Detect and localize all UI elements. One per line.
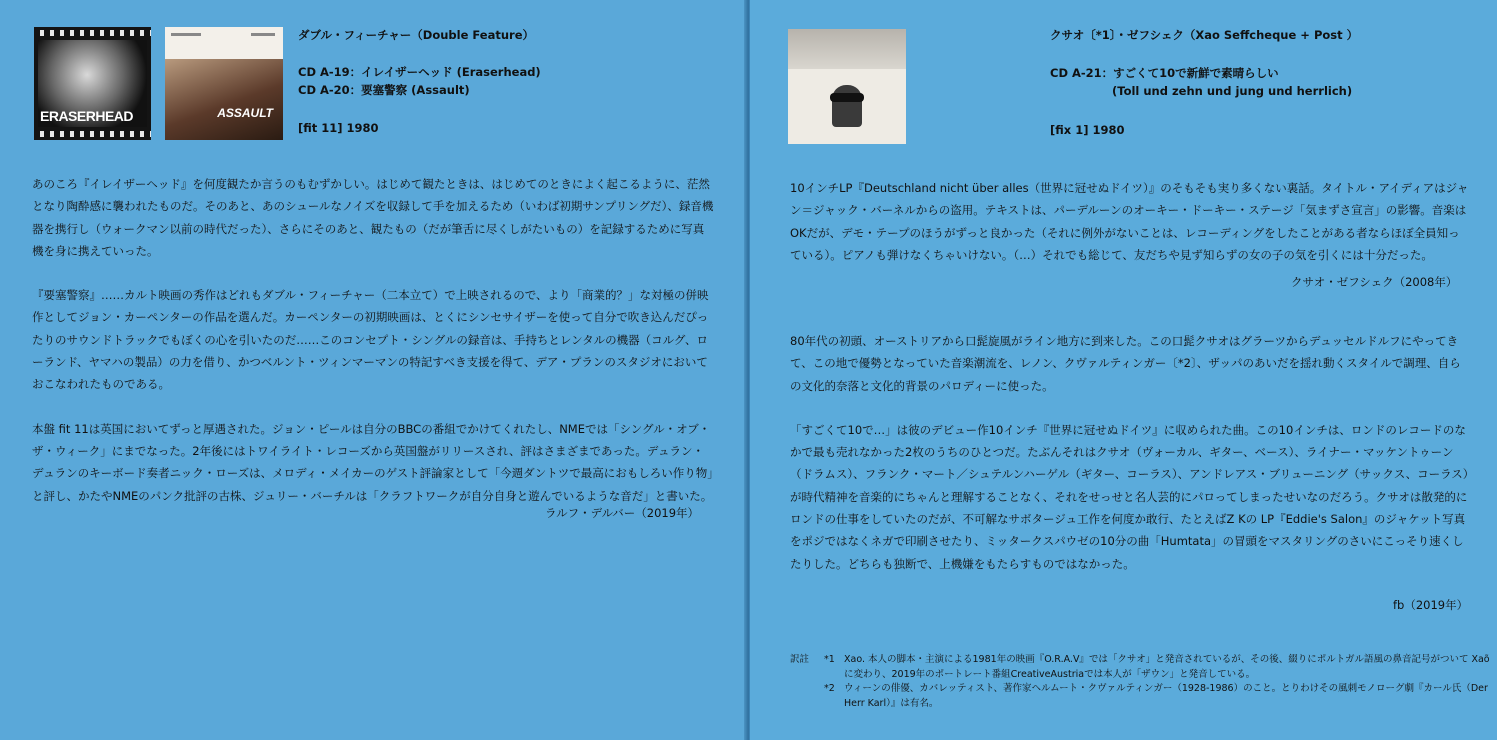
- liner-text-2: [790, 330, 1470, 575]
- track-a20: CD A-20：要塞警察 (Assault): [298, 83, 470, 97]
- paragraph: あのころ『イレイザーヘッド』を何度観たか言うのもむずかしい。はじめて観たときは、はじめてのときによく起こるように、茫然となり陶酔感に襲われたものだ。そのあと、あのシュールなノイズを収録して手を加えるため（いわば初期サンプリングだ）、録音機器を携行し（ウォークマン以前の時代だった）、さらにそのあと、観たもの（だが筆舌に尽くしがたいもの）を記録するために写真機を身に携えていった。: [32, 177, 714, 258]
- film-perforation: [34, 131, 151, 137]
- sleeve-small-print: [171, 33, 201, 36]
- track-a21-german: (Toll und zehn und jung und herrlich): [1112, 84, 1353, 98]
- right-page: [750, 0, 1497, 740]
- paragraph: 80年代の初頭、オーストリアから口髭旋風がライン地方に到来した。この口髭クサオはグラーツからデュッセルドルフにやってきて、この地で優勢となっていた音楽潮流を、レノン、クヴァルティンガー〔*2〕、ザッパのあいだを揺れ動くスタイルで調理、自らの文化的奈落と文化的背景のパロディーに使った。: [790, 334, 1461, 393]
- catalog-number: [fix 1] 1980: [1050, 123, 1125, 137]
- liner-text-1: [790, 177, 1470, 266]
- notes-label: 訳註: [790, 654, 810, 665]
- paragraph: 『要塞警察』……カルト映画の秀作はどれもダブル・フィーチャー（二本立て）で上映されるので、より「商業的？」な対極の併映作としてジョン・カーペンターの作品を選んだ。カーペンターの初期映画は、とくにシンセサイザーを使って自分で吹き込んだぴったりのサウンドトラックでもぼくの心を引いたのだ……このコンセプト・シングルの録音は、手持ちとレンタルの機器（コルグ、ローランド、ヤマハの製品）の力を借り、かつベルント・ツィンマーマンの特記すべき支援を得て、デア・プランのスタジオにおいておこなわれたものである。: [32, 288, 709, 392]
- cover-figure: [832, 85, 862, 127]
- xao-cover-image: [788, 29, 906, 144]
- note-number: *1: [824, 654, 835, 665]
- eraserhead-cover-title: ERASERHEAD: [40, 108, 134, 124]
- track-a19: CD A-19：イレイザーヘッド (Eraserhead): [298, 65, 541, 79]
- film-perforation: [34, 30, 151, 36]
- sleeve-small-print: [251, 33, 275, 36]
- release-title: クサオ〔*1〕・ゼフシェク（Xao Seffcheque + Post ）: [1050, 28, 1359, 42]
- release-title: ダブル・フィーチャー（Double Feature）: [298, 28, 534, 42]
- note-row: [790, 653, 1490, 682]
- paragraph: 本盤 fit 11は英国においてずっと厚遇された。ジョン・ピールは自分のBBCの番組でかけてくれたし、NMEでは「シングル・オブ・ザ・ウィーク」にまでなった。2年後にはトワイライト・レコーズから英国盤がリリースされ、評はさまざまであった。デュラン・デュランのキーボード奏者ニック・ローズは、メロディ・メイカーのゲスト評論家として「今週ダントツで最高におもしろい作り物」と評し、かたやNMEのパンク批評の古株、ジュリー・バーチルは「クラフトワークが自分自身と遊んでいるような音だ」と書いた。: [32, 421, 714, 503]
- paragraph: 10インチLP『Deutschland nicht über alles（世界に冠せぬドイツ）』のそもそも実り多くない裏話。タイトル・アイディアはジャン＝ジャック・バーネルからの盗用。テキストは、パーデルーンのオーキー・ドーキー・ステージ「気まずさ宣言」の影響。音楽はOKだが、デモ・テープのほうがずっと良かった（それに例外がないことは、レコーディングをしたことがある者ならほぼ全員知っている）。ピアノも弾けなくちゃいけない。（…）それでも総じて、友だちや見ず知らずの女の子の気を引くには十分だった。: [790, 181, 1469, 262]
- author-signature: クサオ・ゼフシェク（2008年）: [1291, 275, 1458, 289]
- paragraph: 「すごくて10で…」は彼のデビュー作10インチ『世界に冠せぬドイツ』に収められた曲。この10インチは、ロンドのレコードのなかで最も売れなかった2枚のうちのひとつだ。たぶんそれはクサオ（ヴォーカル、ギター、ベース）、ライナー・マッケントゥーン（ドラムス）、フランク・マート／シュテルンハーゲル（ギター、コーラス）、アンドレアス・ブリューニング（サックス、コーラス）が時代精神を音楽的にちゃんと理解することなく、それをせっせと名人芸的にパロってしまったせいなのだろう。クサオは散発的にロンドの仕事をしていたのだが、不可解なサボタージュ工作を何度か敢行、たとえばZ Kの LP『Eddie's Salon』のジャケット写真をポジではなくネガで印刷させたり、ミッタークスパウゼの10分の曲「Humtata」の冒頭をマスタリングのさいにこっそり速くしたりした。どちらも独断で、上機嫌をもたらすものではなかった。: [790, 422, 1469, 571]
- eraserhead-cover-image: [34, 27, 151, 140]
- note-number: *2: [824, 683, 835, 694]
- assault-cover-title: ASSAULT: [217, 106, 273, 120]
- note-text: ウィーンの俳優、カバレッティスト、著作家ヘルムート・クヴァルティンガー（1928-1986）のこと。とりわけその風刺モノローグ劇『カール氏（Der Herr Karl）』は有名。: [844, 683, 1488, 709]
- author-signature: fb（2019年）: [1393, 598, 1469, 612]
- note-row: [790, 682, 1490, 711]
- catalog-number: [fit 11] 1980: [298, 121, 379, 135]
- cover-goggles: [830, 93, 864, 102]
- liner-text: [32, 173, 714, 507]
- track-a21: CD A-21：すごくて10で新鮮で素晴らしい: [1050, 66, 1279, 80]
- note-text: Xao. 本人の脚本・主演による1981年の映画『O.R.A.V』では「クサオ」と発音されているが、その後、綴りにポルトガル語風の鼻音記号がついて Xaõ に変わり、2019年のポートレート番組CreativeAustriaでは本人が「ザウン」と発音している。: [844, 654, 1490, 680]
- assault-cover-image: [165, 27, 283, 140]
- author-signature: ラルフ・デルバー（2019年）: [545, 506, 700, 520]
- left-page: [0, 0, 748, 740]
- assault-cover-photo: [165, 59, 283, 140]
- translator-notes: [790, 653, 1490, 711]
- cover-sky: [788, 29, 906, 69]
